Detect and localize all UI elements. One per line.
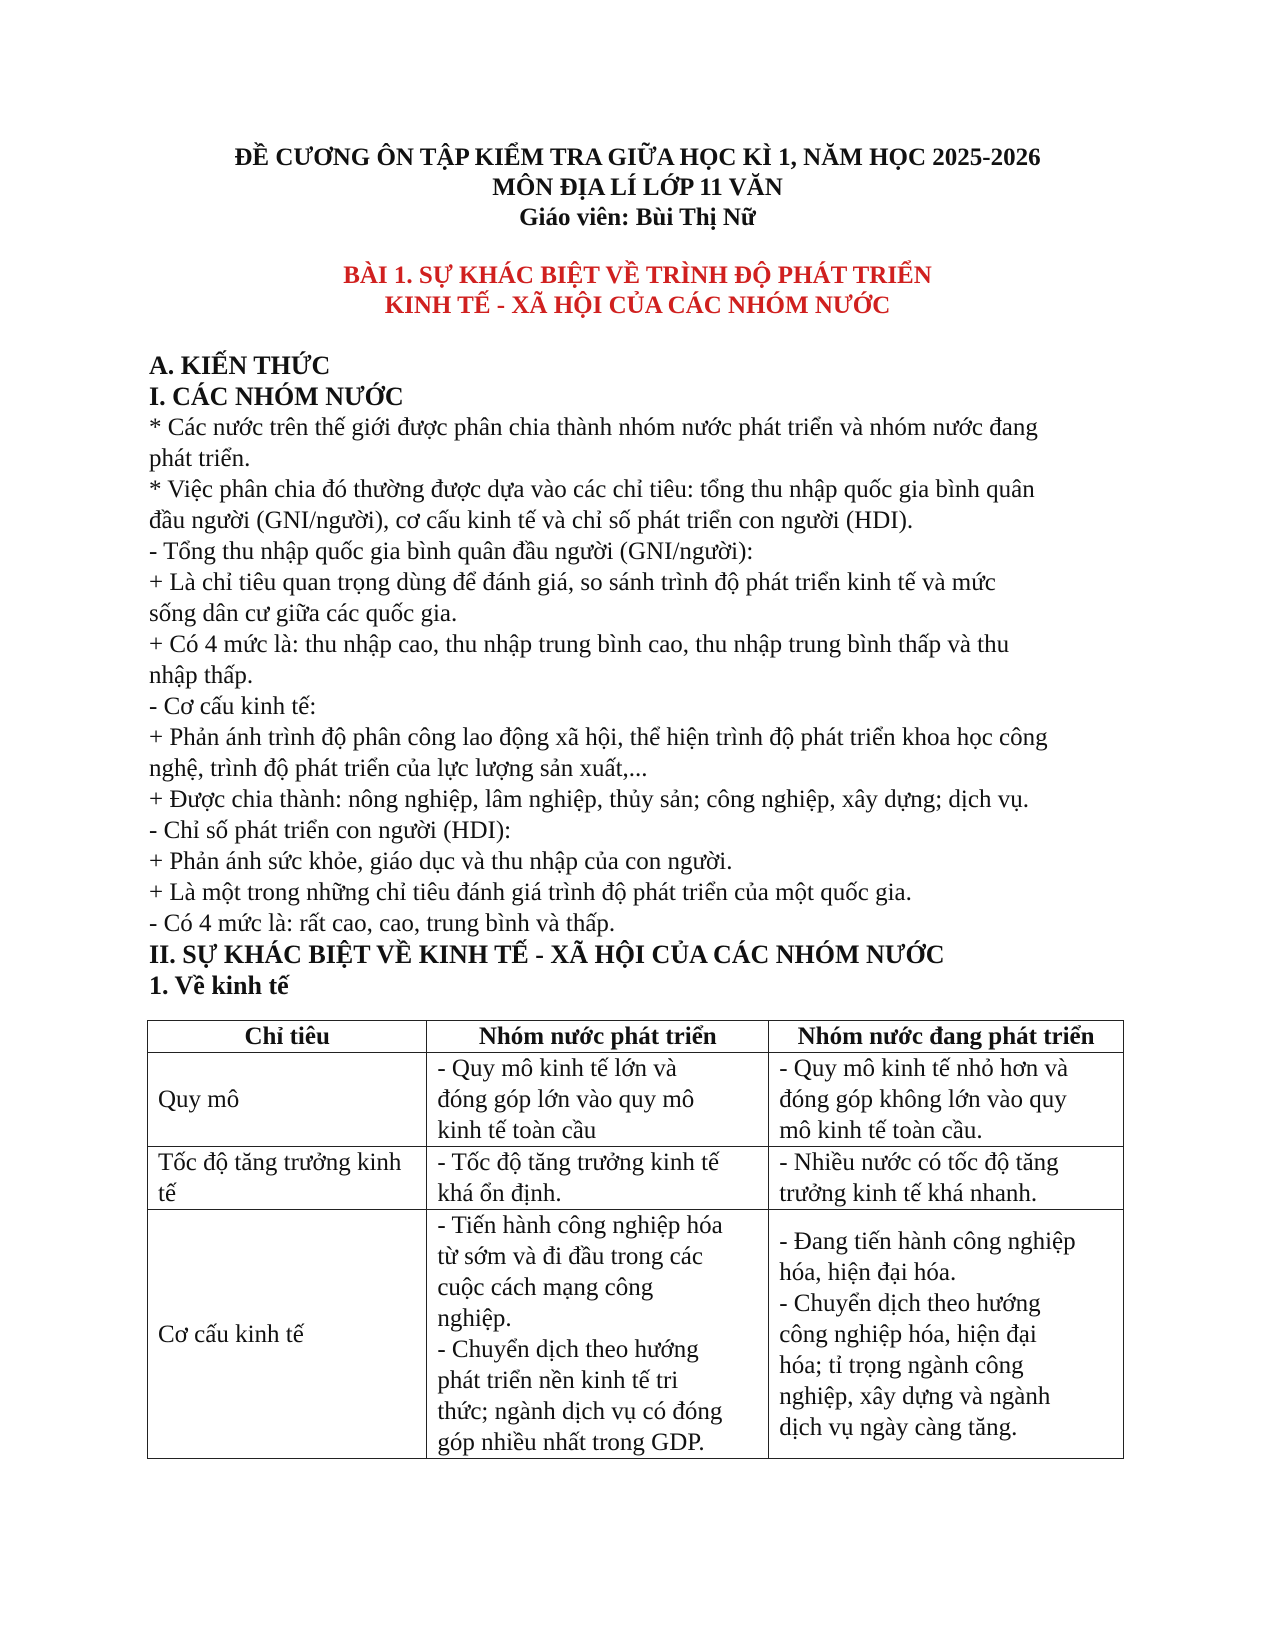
section-heading-a: A. KIẾN THỨC <box>149 351 331 380</box>
paragraph-line: + Phản ánh sức khỏe, giáo dục và thu nhập của con người. <box>149 848 733 875</box>
paragraph-line: * Việc phân chia đó thường được dựa vào các chỉ tiêu: tổng thu nhập quốc gia bình quân <box>149 476 1035 503</box>
paragraph-line: sống dân cư giữa các quốc gia. <box>149 600 458 627</box>
main-content <box>149 350 1129 1001</box>
cell-line: - Quy mô kinh tế lớn và <box>437 1055 677 1082</box>
paragraph-line: - Cơ cấu kinh tế: <box>149 693 317 720</box>
table-cell-criteria <box>148 1210 427 1459</box>
paragraph-line: phát triển. <box>149 445 251 472</box>
cell-line: nghiệp. <box>437 1305 512 1332</box>
paragraph-line: nhập thấp. <box>149 662 254 689</box>
table-cell-developed <box>427 1210 769 1459</box>
section-heading-ii: II. SỰ KHÁC BIỆT VỀ KINH TẾ - XÃ HỘI CỦA CÁC NHÓM NƯỚC <box>149 940 945 969</box>
cell-line: nghiệp, xây dựng và ngành <box>779 1382 1051 1410</box>
cell-line: - Tốc độ tăng trưởng kinh tế <box>437 1149 720 1176</box>
table-row <box>148 1053 1124 1147</box>
cell-line: Tốc độ tăng trưởng kinh <box>158 1149 402 1176</box>
cell-line: công nghiệp hóa, hiện đại <box>779 1320 1037 1348</box>
cell-line: - Nhiều nước có tốc độ tăng <box>779 1149 1059 1176</box>
table-cell-developed <box>427 1053 769 1147</box>
cell-line: - Quy mô kinh tế nhỏ hơn và <box>779 1055 1069 1082</box>
cell-line: đóng góp lớn vào quy mô <box>437 1086 695 1113</box>
cell-line: dịch vụ ngày càng tăng. <box>779 1413 1018 1441</box>
cell-line: đóng góp không lớn vào quy <box>779 1086 1067 1113</box>
cell-line: - Đang tiến hành công nghiệp <box>779 1227 1076 1255</box>
section-heading-i: I. CÁC NHÓM NƯỚC <box>149 382 404 411</box>
cell-line: - Tiến hành công nghiệp hóa <box>437 1212 723 1239</box>
table-row <box>148 1210 1124 1459</box>
paragraph-line: - Tổng thu nhập quốc gia bình quân đầu người (GNI/người): <box>149 538 754 565</box>
table-header-row <box>148 1021 1124 1053</box>
paragraph-line: + Được chia thành: nông nghiệp, lâm nghiệp, thủy sản; công nghiệp, xây dựng; dịch vụ. <box>149 786 1029 813</box>
paragraph-line: nghệ, trình độ phát triển của lực lượng sản xuất,... <box>149 755 648 782</box>
cell-line: trưởng kinh tế khá nhanh. <box>779 1180 1038 1207</box>
lesson-title-line2: KINH TẾ - XÃ HỘI CỦA CÁC NHÓM NƯỚC <box>384 292 891 319</box>
table-header-developed: Nhóm nước phát triển <box>427 1021 769 1053</box>
cell-line: hóa, hiện đại hóa. <box>779 1258 957 1286</box>
cell-line: từ sớm và đi đầu trong các <box>437 1243 703 1270</box>
paragraph-line: + Là một trong những chỉ tiêu đánh giá trình độ phát triển của một quốc gia. <box>149 879 912 906</box>
cell-line: phát triển nền kinh tế tri <box>437 1367 679 1394</box>
subject-title: MÔN ĐỊA LÍ LỚP 11 VĂN <box>492 174 783 201</box>
cell-line: góp nhiều nhất trong GDP. <box>437 1429 705 1456</box>
cell-line: - Chuyển dịch theo hướng <box>779 1289 1041 1317</box>
table-header-criteria: Chỉ tiêu <box>148 1021 427 1053</box>
cell-line: - Chuyển dịch theo hướng <box>437 1336 699 1363</box>
outline-title: ĐỀ CƯƠNG ÔN TẬP KIỂM TRA GIỮA HỌC KÌ 1, NĂM HỌC 2025-2026 <box>234 144 1041 171</box>
table-cell-criteria <box>148 1147 427 1210</box>
paragraph-line: đầu người (GNI/người), cơ cấu kinh tế và chỉ số phát triển con người (HDI). <box>149 507 914 534</box>
lesson-title-line1: BÀI 1. SỰ KHÁC BIỆT VỀ TRÌNH ĐỘ PHÁT TRIỂN <box>343 262 932 289</box>
paragraph-line: - Chỉ số phát triển con người (HDI): <box>149 817 512 844</box>
cell-line: tế <box>158 1180 177 1207</box>
table-cell-developing <box>769 1147 1124 1210</box>
cell-line: cuộc cách mạng công <box>437 1274 654 1301</box>
table-cell-developing <box>769 1053 1124 1147</box>
cell-line: Quy mô <box>158 1086 240 1113</box>
subsection-heading-economy: 1. Về kinh tế <box>149 971 289 1000</box>
cell-line: khá ổn định. <box>437 1180 562 1207</box>
paragraph-line: - Có 4 mức là: rất cao, cao, trung bình và thấp. <box>149 910 616 937</box>
paragraph-line: + Phản ánh trình độ phân công lao động xã hội, thể hiện trình độ phát triển khoa học công <box>149 724 1048 751</box>
table-row <box>148 1147 1124 1210</box>
cell-line: hóa; tỉ trọng ngành công <box>779 1351 1024 1379</box>
cell-line: kinh tế toàn cầu <box>437 1117 597 1144</box>
paragraph-line: + Có 4 mức là: thu nhập cao, thu nhập trung bình cao, thu nhập trung bình thấp và thu <box>149 631 1010 658</box>
teacher-name: Giáo viên: Bùi Thị Nữ <box>519 204 756 231</box>
table-header-developing: Nhóm nước đang phát triển <box>769 1021 1124 1053</box>
paragraph-line: + Là chỉ tiêu quan trọng dùng để đánh giá, so sánh trình độ phát triển kinh tế và mức <box>149 569 996 596</box>
table-cell-developing <box>769 1210 1124 1459</box>
comparison-table <box>147 1020 1124 1459</box>
cell-line: thức; ngành dịch vụ có đóng <box>437 1398 723 1425</box>
table-cell-developed <box>427 1147 769 1210</box>
cell-line: Cơ cấu kinh tế <box>158 1320 304 1348</box>
table-cell-criteria <box>148 1053 427 1147</box>
cell-line: mô kinh tế toàn cầu. <box>779 1117 983 1144</box>
paragraph-line: * Các nước trên thế giới được phân chia thành nhóm nước phát triển và nhóm nước đang <box>149 414 1038 441</box>
